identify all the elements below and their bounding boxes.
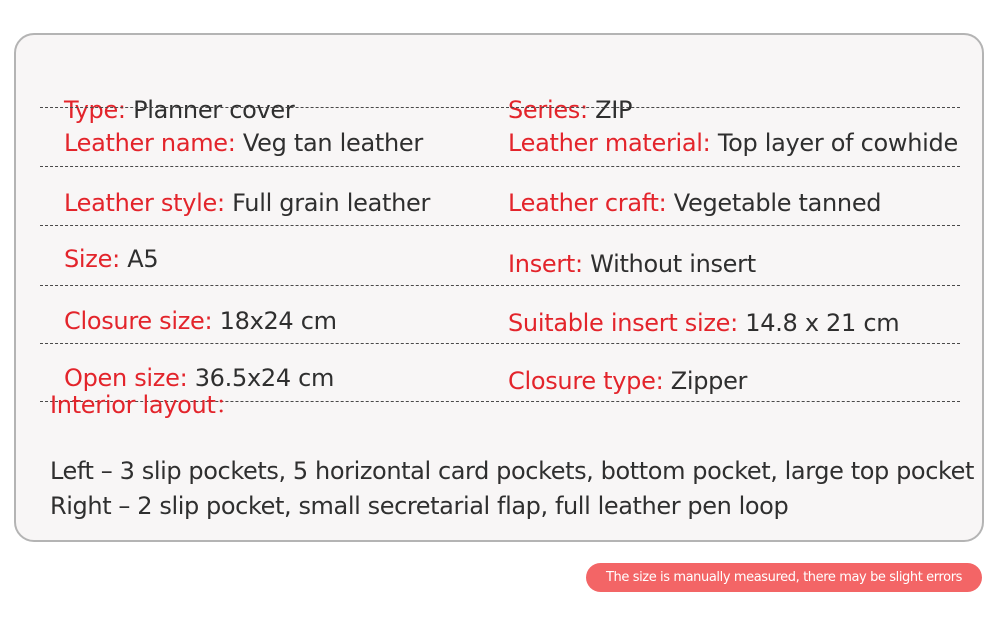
spec-value: Vegetable tanned	[673, 189, 882, 217]
spec-label: Insert:	[508, 250, 583, 278]
interior-line-right: Right – 2 slip pocket, small secretarial flap, full leather pen loop	[50, 492, 789, 520]
spec-leather-style	[64, 189, 430, 217]
spec-row-leather-name	[40, 108, 960, 166]
interior-line-left: Left – 3 slip pockets, 5 horizontal card pockets, bottom pocket, large top pocket	[50, 457, 975, 485]
spec-value: Without insert	[590, 250, 756, 278]
spec-label: Suitable insert size:	[508, 309, 738, 337]
spec-closure-size	[64, 307, 337, 335]
spec-value: 18x24 cm	[219, 307, 337, 335]
spec-value: Veg tan leather	[242, 129, 423, 157]
interior-layout-title: Interior layout：	[50, 391, 240, 419]
spec-label: Type:	[64, 96, 126, 124]
spec-label: Series:	[508, 96, 588, 124]
spec-value: A5	[127, 245, 159, 273]
spec-value: Zipper	[670, 367, 748, 395]
spec-leather-material	[508, 129, 958, 157]
spec-label: Leather name:	[64, 129, 236, 157]
spec-suitable-insert-size	[508, 309, 899, 337]
spec-label: Open size:	[64, 364, 188, 392]
spec-open-size	[64, 364, 334, 392]
spec-value: Planner cover	[133, 96, 295, 124]
spec-value: Full grain leather	[232, 189, 431, 217]
spec-value: 36.5x24 cm	[194, 364, 335, 392]
spec-value: 14.8 x 21 cm	[745, 309, 900, 337]
dashed-divider	[40, 225, 960, 226]
spec-label: Closure size:	[64, 307, 213, 335]
spec-label: Closure type:	[508, 367, 664, 395]
spec-value: ZIP	[595, 96, 633, 124]
spec-insert	[508, 250, 756, 278]
spec-leather-name	[64, 129, 423, 157]
spec-label: Leather craft:	[508, 189, 667, 217]
spec-closure-type	[508, 367, 747, 395]
spec-leather-craft	[508, 189, 881, 217]
spec-label: Leather material:	[508, 129, 711, 157]
spec-label: Leather style:	[64, 189, 225, 217]
spec-size	[64, 245, 158, 273]
spec-row-leather-style	[40, 168, 960, 226]
spec-row-closure-size	[40, 286, 960, 344]
measurement-note-badge: The size is manually measured, there may be slight errors	[586, 563, 982, 592]
spec-value: Top layer of cowhide	[717, 129, 958, 157]
dashed-divider	[40, 166, 960, 167]
spec-label: Size:	[64, 245, 120, 273]
spec-row-size	[40, 229, 960, 287]
